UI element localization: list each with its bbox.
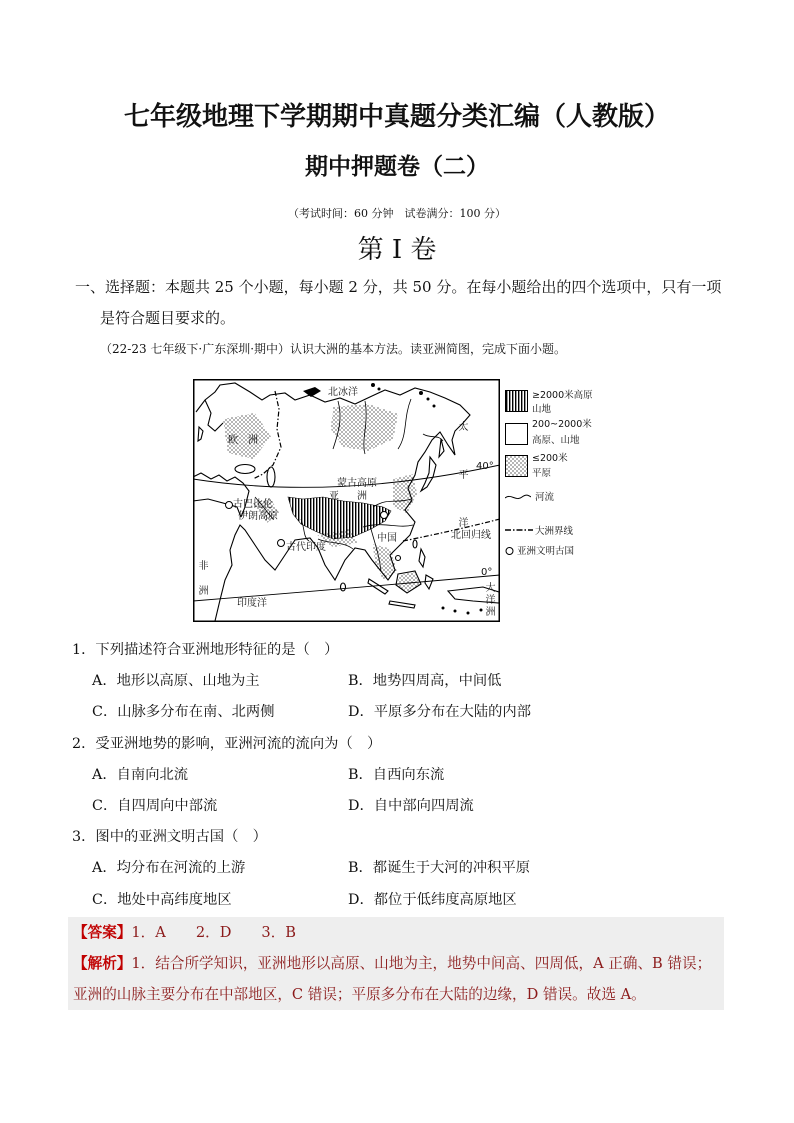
document-subtitle: 期中押题卷（二） (305, 153, 489, 180)
map-label-tropic-of-cancer: 北回归线 (451, 530, 491, 541)
boundary-line-icon (505, 526, 533, 534)
map-label-europe: 欧洲 (228, 435, 268, 446)
option-a: A．自南向北流 (92, 766, 189, 783)
section-instruction: 一、选择题：本题共 25 个小题，每小题 2 分，共 50 分。在每小题给出的四个选项中，只有一项是符合题目要求的。 (75, 278, 722, 327)
map-label-mongolian-plateau: 蒙古高原 (337, 478, 377, 489)
map-label-asia: 亚洲 (329, 491, 385, 502)
option-b: B．地势四周高，中间低 (348, 673, 502, 690)
question-source: （22-23 七年级下·广东深圳·期中）认识大洲的基本方法。读亚洲简图，完成下面小题。 (100, 342, 567, 356)
answer-line (73, 917, 720, 948)
legend-text-line: ≤200米 (532, 453, 568, 464)
option-d: D．自中部向四周流 (348, 797, 474, 814)
legend-text-line: 大洲界线 (535, 526, 574, 537)
map-label-indian-ocean: 印度洋 (237, 598, 267, 609)
hatched-swatch (505, 390, 528, 412)
legend-text-line: 高原、山地 (532, 435, 580, 446)
question-text: 下列描述符合亚洲地形特征的是（ ） (95, 642, 339, 658)
analysis-paragraph (73, 948, 720, 1010)
dotted-swatch-fill (506, 456, 527, 476)
legend-text-line: 亚洲文明古国 (517, 546, 575, 557)
island-dot (467, 612, 470, 615)
island-dot (419, 391, 423, 395)
answer-label: 【答案】 (73, 924, 132, 941)
option-row (72, 760, 722, 791)
map-label-ancient-india: 古代印度 (286, 542, 326, 553)
map-label-arctic-ocean: 北冰洋 (328, 387, 358, 398)
legend-text-line: ≥2000米高原 (532, 390, 593, 401)
option-row (72, 666, 722, 697)
option-row (72, 853, 722, 884)
hatched-swatch-fill (506, 391, 527, 411)
question-stem (72, 822, 722, 853)
map-label-babylon: 古巴比伦 (233, 499, 273, 510)
map-label-pacific-ocean: 太平洋 (456, 421, 467, 565)
question-list (72, 635, 722, 916)
question-stem (72, 635, 722, 666)
option-row (72, 885, 722, 916)
option-a: A．地形以高原、山地为主 (92, 673, 260, 690)
island-dot (371, 383, 375, 387)
legend-text-line: 200~2000米 (532, 419, 592, 430)
question-text: 受亚洲地势的影响，亚洲河流的流向为（ ） (95, 735, 382, 752)
legend-item-mid-plateau (532, 417, 592, 449)
island-dot (454, 610, 457, 613)
option-c: C．山脉多分布在南、北两侧 (92, 704, 275, 721)
map-label-oceania: 大洋洲 (483, 582, 494, 618)
map-label-africa: 非洲 (196, 560, 207, 610)
legend-text-line: 河流 (535, 492, 555, 503)
blank-swatch (505, 423, 528, 445)
legend-text-line: 平原 (532, 468, 552, 479)
map-label-latitude-40: 40° (476, 461, 494, 472)
legend-item-civilization (517, 545, 574, 559)
map-label-equator: 0° (481, 567, 493, 578)
option-d: D．都位于低纬度高原地区 (348, 891, 517, 908)
circle-icon (505, 546, 515, 556)
question-text: 图中的亚洲文明古国（ ） (95, 829, 267, 846)
question-number: 3． (72, 829, 96, 846)
island-dot (433, 405, 436, 408)
answer-item: 1．A (131, 924, 166, 941)
circle-icon (278, 540, 285, 547)
dotted-swatch (505, 455, 528, 477)
map-legend (505, 385, 605, 560)
exam-info: （考试时间：60 分钟 试卷满分：100 分） (288, 207, 506, 220)
answer-item: 3．B (261, 924, 297, 941)
question-stem (72, 729, 722, 760)
option-d: D．平原多分布在大陆的内部 (348, 704, 532, 721)
circle-icon (381, 512, 388, 519)
option-row (72, 697, 722, 728)
map-label-iranian-plateau: 伊朗高原 (238, 511, 278, 522)
option-b: B．都诞生于大河的冲积平原 (348, 860, 531, 877)
option-c: C．自四周向中部流 (92, 797, 218, 814)
analysis-label: 【解析】 (73, 955, 132, 972)
question-number: 1． (72, 642, 96, 658)
document-title: 七年级地理下学期期中真题分类汇编（人教版） (123, 102, 670, 132)
option-c: C．地处中高纬度地区 (92, 891, 232, 908)
circle-icon (226, 502, 233, 509)
legend-item-river (535, 491, 554, 505)
island-dot (378, 388, 381, 391)
option-row (72, 791, 722, 822)
island-dot (442, 607, 445, 610)
option-a: A．均分布在河流的上游 (92, 860, 246, 877)
answer-box (68, 917, 724, 1010)
legend-item-high-plateau (532, 389, 593, 417)
answer-item: 2．D (195, 924, 232, 941)
asia-map (193, 379, 500, 622)
option-b: B．自西向东流 (348, 766, 445, 783)
legend-item-plain (532, 451, 568, 481)
legend-item-boundary (535, 525, 573, 539)
legend-text-line: 山地 (532, 404, 552, 415)
map-label-china: 中国 (377, 533, 397, 544)
analysis-text: 1．结合所学知识，亚洲地形以高原、山地为主，地势中间高、四周低，A 正确、B 错误；亚洲的山脉主要分布在中部地区，C 错误；平原多分布在大陆的边缘，D 错误。故选 A。 (73, 955, 712, 1003)
question-number: 2． (72, 735, 96, 752)
volume-heading: 第 I 卷 (357, 235, 437, 265)
river-icon (505, 492, 531, 502)
island-dot (427, 398, 430, 401)
